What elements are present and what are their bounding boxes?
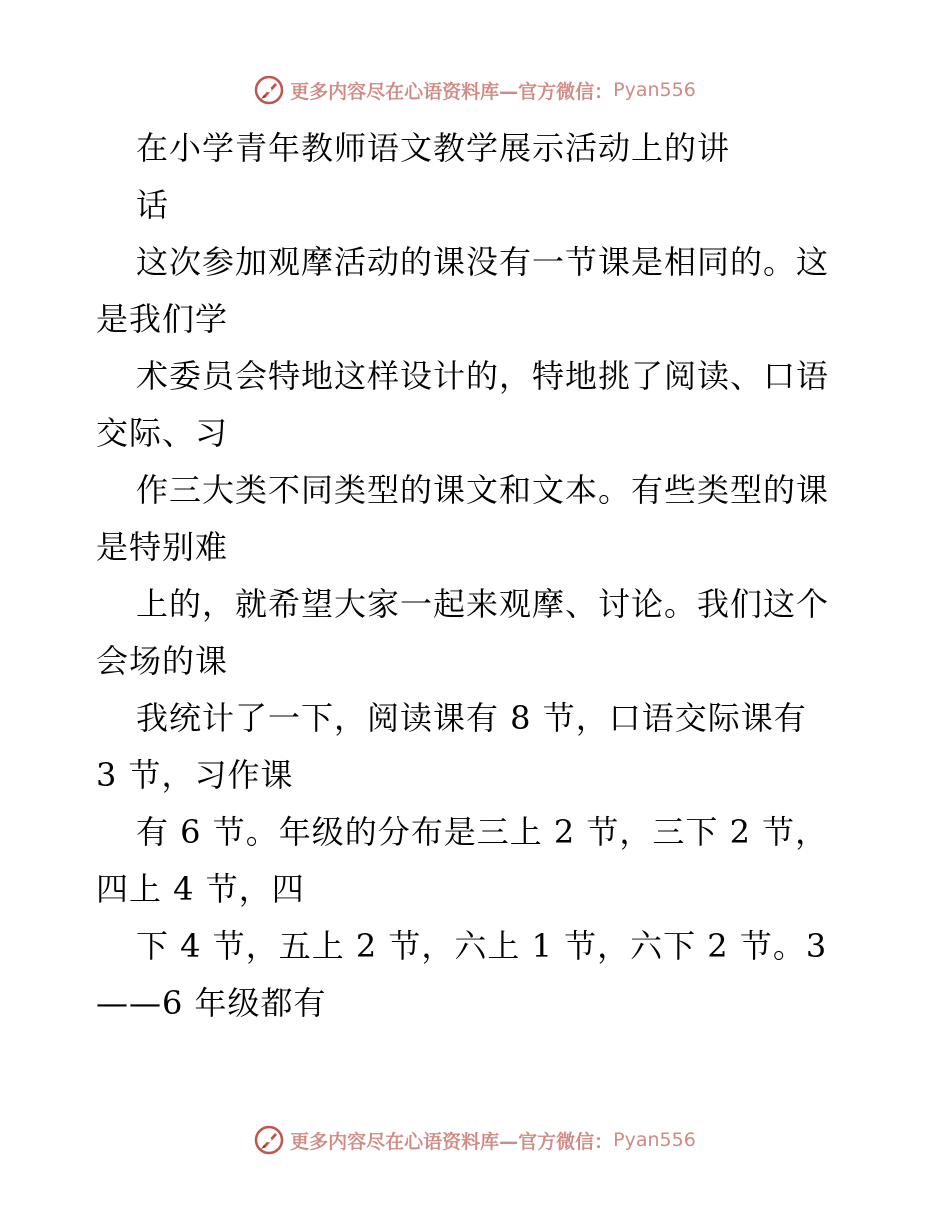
- text-line: 术委员会特地这样设计的，特地挑了阅读、口语: [136, 357, 830, 395]
- text-line: 作三大类不同类型的课文和文本。有些类型的课: [136, 471, 830, 509]
- banner-wechat-handle: Pyan556: [613, 1129, 696, 1151]
- quill-pen-logo-icon: [254, 75, 284, 105]
- text-line: 下 4 节，五上 2 节，六上 1 节，六下 2 节。3: [136, 927, 828, 965]
- title-line-1: 在小学青年教师语文教学展示活动上的讲: [136, 129, 731, 167]
- text-line: 是我们学: [96, 300, 229, 338]
- header-banner: [0, 70, 950, 110]
- banner-wechat-handle: Pyan556: [613, 79, 696, 101]
- text-line: 这次参加观摩活动的课没有一节课是相同的。这: [136, 243, 830, 281]
- text-line: 是特别难: [96, 528, 229, 566]
- text-line: 四上 4 节，四: [96, 870, 305, 908]
- title-line-2: 话: [136, 186, 170, 224]
- banner-text: 更多内容尽在心语资料库—官方微信：: [290, 1130, 614, 1153]
- quill-pen-logo-icon: [254, 1125, 284, 1155]
- text-line: 3 节，习作课: [96, 756, 294, 794]
- document-body: [96, 120, 856, 1032]
- banner-text: 更多内容尽在心语资料库—官方微信：: [290, 80, 614, 103]
- text-line: 会场的课: [96, 642, 229, 680]
- text-line: 有 6 节。年级的分布是三上 2 节，三下 2 节，: [136, 813, 829, 851]
- text-line: 我统计了一下，阅读课有 8 节，口语交际课有: [136, 699, 807, 737]
- text-line: 交际、习: [96, 414, 229, 452]
- text-line: ——6 年级都有: [96, 984, 327, 1022]
- text-line: 上的，就希望大家一起来观摩、讨论。我们这个: [136, 585, 830, 623]
- footer-banner: [0, 1120, 950, 1160]
